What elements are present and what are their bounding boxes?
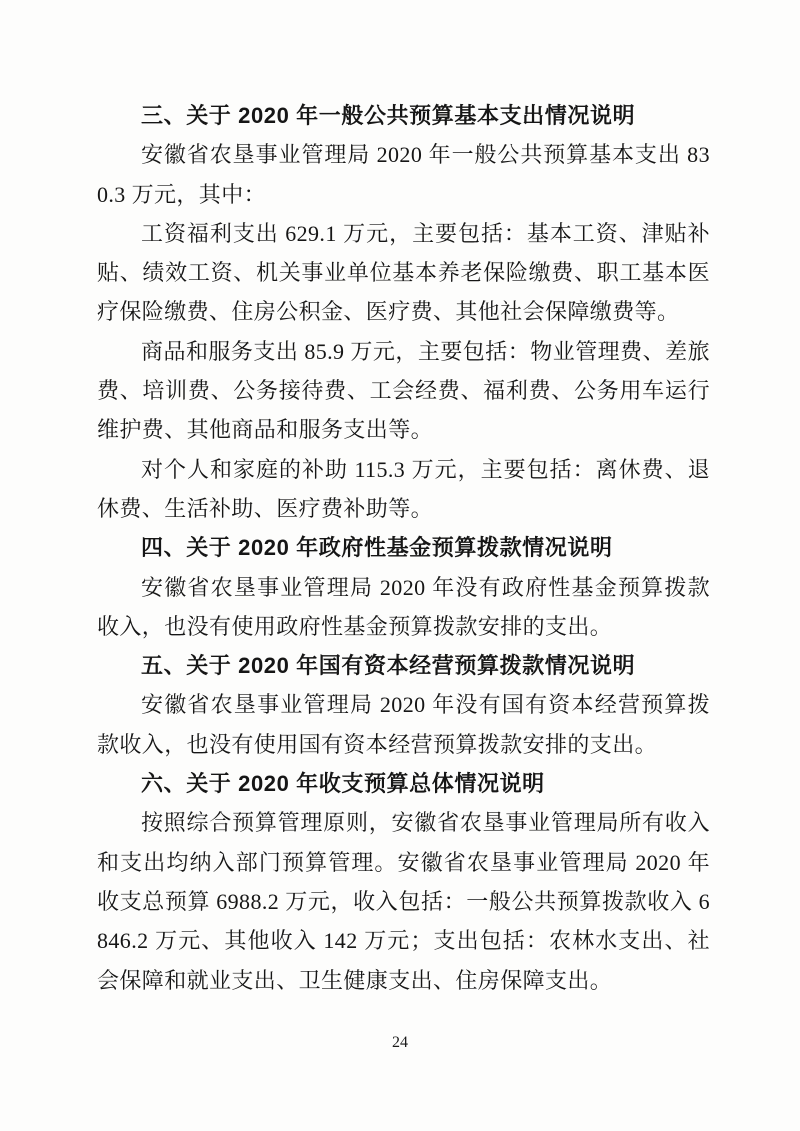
paragraph-basic-expenditure-total: 安徽省农垦事业管理局 2020 年一般公共预算基本支出 830.3 万元，其中： — [97, 142, 710, 207]
section-heading-5: 五、关于 2020 年国有资本经营预算拨款情况说明 — [141, 653, 636, 679]
section-heading-3: 三、关于 2020 年一般公共预算基本支出情况说明 — [141, 103, 636, 128]
page-number: 24 — [392, 1034, 408, 1051]
paragraph-government-fund: 安徽省农垦事业管理局 2020 年没有政府性基金预算拨款收入，也没有使用政府性基金预算拨款安排的支出。 — [97, 574, 710, 639]
paragraph-individual-family-subsidy: 对个人和家庭的补助 115.3 万元，主要包括：离休费、退休费、生活补助、医疗费补助等。 — [97, 456, 710, 521]
document-body — [97, 96, 710, 1000]
paragraph-salary-welfare: 工资福利支出 629.1 万元，主要包括：基本工资、津贴补贴、绩效工资、机关事业单位基本养老保险缴费、职工基本医疗保险缴费、住房公积金、医疗费、其他社会保障缴费等。 — [97, 220, 710, 325]
section-heading-6: 六、关于 2020 年收支预算总体情况说明 — [141, 771, 545, 797]
paragraph-goods-services: 商品和服务支出 85.9 万元，主要包括：物业管理费、差旅费、培训费、公务接待费、工会经费、福利费、公务用车运行维护费、其他商品和服务支出等。 — [97, 338, 710, 443]
section-heading-4: 四、关于 2020 年政府性基金预算拨款情况说明 — [141, 535, 613, 561]
paragraph-state-capital: 安徽省农垦事业管理局 2020 年没有国有资本经营预算拨款收入，也没有使用国有资本经营预算拨款安排的支出。 — [97, 692, 710, 757]
paragraph-overall-budget: 按照综合预算管理原则，安徽省农垦事业管理局所有收入和支出均纳入部门预算管理。安徽省农垦事业管理局 2020 年收支总预算 6988.2 万元，收入包括：一般公共预算拨款收入 6846.2 万元、其他收入 142 万元；支出包括：农林水支出、社会保障和就业支出、卫生健康支出、住房保障支出。 — [97, 810, 710, 993]
